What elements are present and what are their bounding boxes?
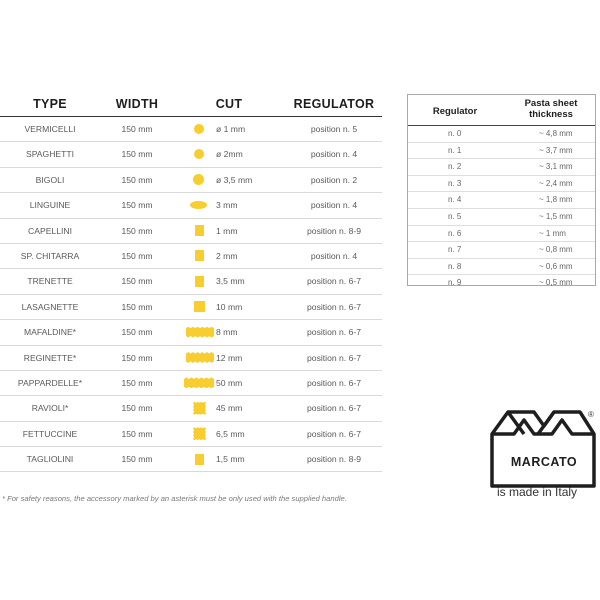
- pasta-regulator: position n. 4: [310, 250, 358, 261]
- pasta-width: 150 mm: [121, 301, 153, 312]
- pasta-shape-icon: [186, 327, 214, 338]
- sheet-thickness: ~ 3,7 mm: [539, 145, 573, 155]
- header-width: WIDTH: [115, 97, 159, 111]
- regulator-row: [408, 209, 595, 226]
- pasta-regulator: position n. 6-7: [307, 377, 361, 388]
- pasta-type: SPAGHETTI: [25, 149, 75, 160]
- header-cut: CUT: [215, 97, 243, 111]
- pasta-type: LASAGNETTE: [21, 301, 79, 312]
- pasta-width: 150 mm: [121, 124, 153, 134]
- pasta-regulator: position n. 8-9: [307, 454, 361, 465]
- pasta-type: MAFALDINE*: [23, 327, 77, 338]
- pasta-shape-icon: [193, 427, 206, 440]
- regulator-row: [408, 242, 595, 259]
- pasta-shape-icon: [195, 250, 204, 261]
- regulator-row: [408, 126, 595, 143]
- pasta-regulator: position n. 4: [310, 149, 358, 160]
- pasta-cut: ø 1 mm: [216, 124, 246, 134]
- regulator-number: n. 1: [448, 145, 462, 155]
- pasta-type: RAVIOLI*: [31, 403, 69, 414]
- regulator-number: n. 8: [448, 261, 462, 271]
- pasta-row: [0, 396, 382, 421]
- pasta-row: [0, 244, 382, 269]
- pasta-width: 150 mm: [121, 276, 153, 287]
- pasta-regulator: position n. 6-7: [307, 301, 361, 312]
- regulator-table-header: [408, 95, 595, 126]
- sheet-thickness: ~ 0,6 mm: [539, 261, 573, 271]
- regulator-row: [408, 226, 595, 243]
- regulator-number: n. 2: [448, 162, 462, 172]
- pasta-width: 150 mm: [121, 352, 153, 363]
- pasta-table-header: [0, 96, 382, 117]
- pasta-row: [0, 295, 382, 320]
- pasta-shape-icon: [194, 149, 204, 159]
- regulator-number: n. 4: [448, 195, 462, 205]
- pasta-shape-icon: [190, 201, 207, 209]
- registered-mark: ®: [588, 410, 594, 419]
- pasta-type: BIGOLI: [35, 174, 65, 185]
- pasta-type: TRENETTE: [27, 276, 73, 287]
- regulator-row: [408, 143, 595, 160]
- pasta-type: PAPPARDELLE*: [17, 377, 83, 388]
- pasta-type: REGINETTE*: [23, 352, 77, 363]
- pasta-regulator: position n. 6-7: [307, 352, 361, 363]
- pasta-width: 150 mm: [121, 250, 153, 261]
- pasta-cut: 45 mm: [216, 403, 243, 414]
- pasta-row: [0, 346, 382, 371]
- sheet-thickness: ~ 0,5 mm: [539, 278, 573, 288]
- pasta-regulator: position n. 6-7: [307, 428, 361, 439]
- pasta-width: 150 mm: [121, 200, 153, 211]
- pasta-row: [0, 168, 382, 193]
- header-regulator: REGULATOR: [293, 97, 375, 111]
- header-regulator-number: Regulator: [432, 106, 478, 117]
- pasta-width: 150 mm: [121, 225, 153, 236]
- pasta-width: 150 mm: [121, 327, 153, 338]
- pasta-cut: 1,5 mm: [216, 454, 245, 465]
- pasta-shape-icon: [186, 352, 214, 363]
- pasta-type: SP. CHITARRA: [20, 250, 80, 261]
- sheet-thickness: ~ 0,8 mm: [539, 245, 573, 255]
- pasta-shape-icon: [193, 402, 206, 415]
- regulator-row: [408, 176, 595, 193]
- pasta-cut: 8 mm: [216, 327, 238, 338]
- pasta-width: 150 mm: [121, 454, 153, 465]
- pasta-shape-icon: [195, 225, 204, 236]
- regulator-number: n. 5: [448, 211, 462, 221]
- pasta-shape-icon: [194, 124, 204, 134]
- pasta-row: [0, 371, 382, 396]
- regulator-thickness-table: [407, 94, 596, 286]
- sheet-thickness: ~ 1,5 mm: [539, 211, 573, 221]
- regulator-row: [408, 275, 595, 291]
- pasta-row: [0, 142, 382, 167]
- pasta-width: 150 mm: [121, 174, 153, 185]
- pasta-regulator: position n. 6-7: [307, 276, 361, 287]
- regulator-row: [408, 259, 595, 276]
- pasta-cut: 3 mm: [216, 200, 238, 211]
- pasta-row: [0, 269, 382, 294]
- pasta-regulator: position n. 8-9: [307, 225, 361, 236]
- pasta-cut: 12 mm: [216, 352, 243, 363]
- pasta-shape-icon: [194, 301, 205, 312]
- regulator-number: n. 3: [448, 178, 462, 188]
- pasta-cut: 50 mm: [216, 377, 243, 388]
- pasta-width: 150 mm: [121, 377, 153, 388]
- regulator-number: n. 6: [448, 228, 462, 238]
- pasta-cut: 10 mm: [216, 301, 243, 312]
- pasta-regulator: position n. 6-7: [307, 327, 361, 338]
- regulator-number: n. 0: [448, 129, 462, 138]
- pasta-type: LINGUINE: [29, 200, 71, 211]
- pasta-cut: 2 mm: [216, 250, 238, 261]
- pasta-width: 150 mm: [121, 149, 153, 160]
- regulator-row: [408, 159, 595, 176]
- pasta-regulator: position n. 6-7: [307, 403, 361, 414]
- pasta-row: [0, 117, 382, 142]
- pasta-width: 150 mm: [121, 403, 153, 414]
- pasta-shape-icon: [184, 377, 214, 388]
- pasta-type: CAPELLINI: [28, 225, 72, 236]
- pasta-cut: ø 3,5 mm: [216, 174, 253, 185]
- pasta-regulator: position n. 4: [310, 200, 358, 211]
- sheet-thickness: ~ 2,4 mm: [539, 178, 573, 188]
- pasta-regulator: position n. 5: [310, 124, 358, 134]
- sheet-thickness: ~ 4,8 mm: [539, 129, 573, 138]
- pasta-cut: ø 2mm: [216, 149, 243, 160]
- brand-name: MARCATO: [510, 455, 578, 469]
- header-type: TYPE: [33, 97, 67, 111]
- pasta-row: [0, 193, 382, 218]
- pasta-cut: 1 mm: [216, 225, 238, 236]
- pasta-row: [0, 320, 382, 345]
- pasta-row: [0, 447, 382, 472]
- sheet-thickness: ~ 1,8 mm: [539, 195, 573, 205]
- sheet-thickness: ~ 1 mm: [539, 228, 566, 238]
- safety-footnote: * For safety reasons, the accessory marked by an asterisk must be only used with the supplied handle.: [2, 494, 347, 503]
- regulator-number: n. 7: [448, 245, 462, 255]
- pasta-type: TAGLIOLINI: [26, 454, 74, 465]
- pasta-type: FETTUCCINE: [22, 428, 78, 439]
- pasta-cut: 3,5 mm: [216, 276, 245, 287]
- pasta-shape-icon: [195, 454, 204, 465]
- pasta-type: VERMICELLI: [24, 124, 76, 134]
- pasta-shape-icon: [195, 276, 204, 287]
- brand-tagline: is made in Italy: [497, 485, 578, 499]
- header-sheet-thickness: Pasta sheet thickness: [524, 98, 578, 120]
- pasta-shape-icon: [193, 174, 204, 185]
- pasta-row: [0, 422, 382, 447]
- pasta-cut-table: [0, 96, 382, 472]
- pasta-regulator: position n. 2: [310, 174, 358, 185]
- pasta-cut: 6,5 mm: [216, 428, 245, 439]
- sheet-thickness: ~ 3,1 mm: [539, 162, 573, 172]
- regulator-row: [408, 192, 595, 209]
- regulator-number: n. 9: [448, 278, 462, 288]
- pasta-width: 150 mm: [121, 428, 153, 439]
- pasta-row: [0, 219, 382, 244]
